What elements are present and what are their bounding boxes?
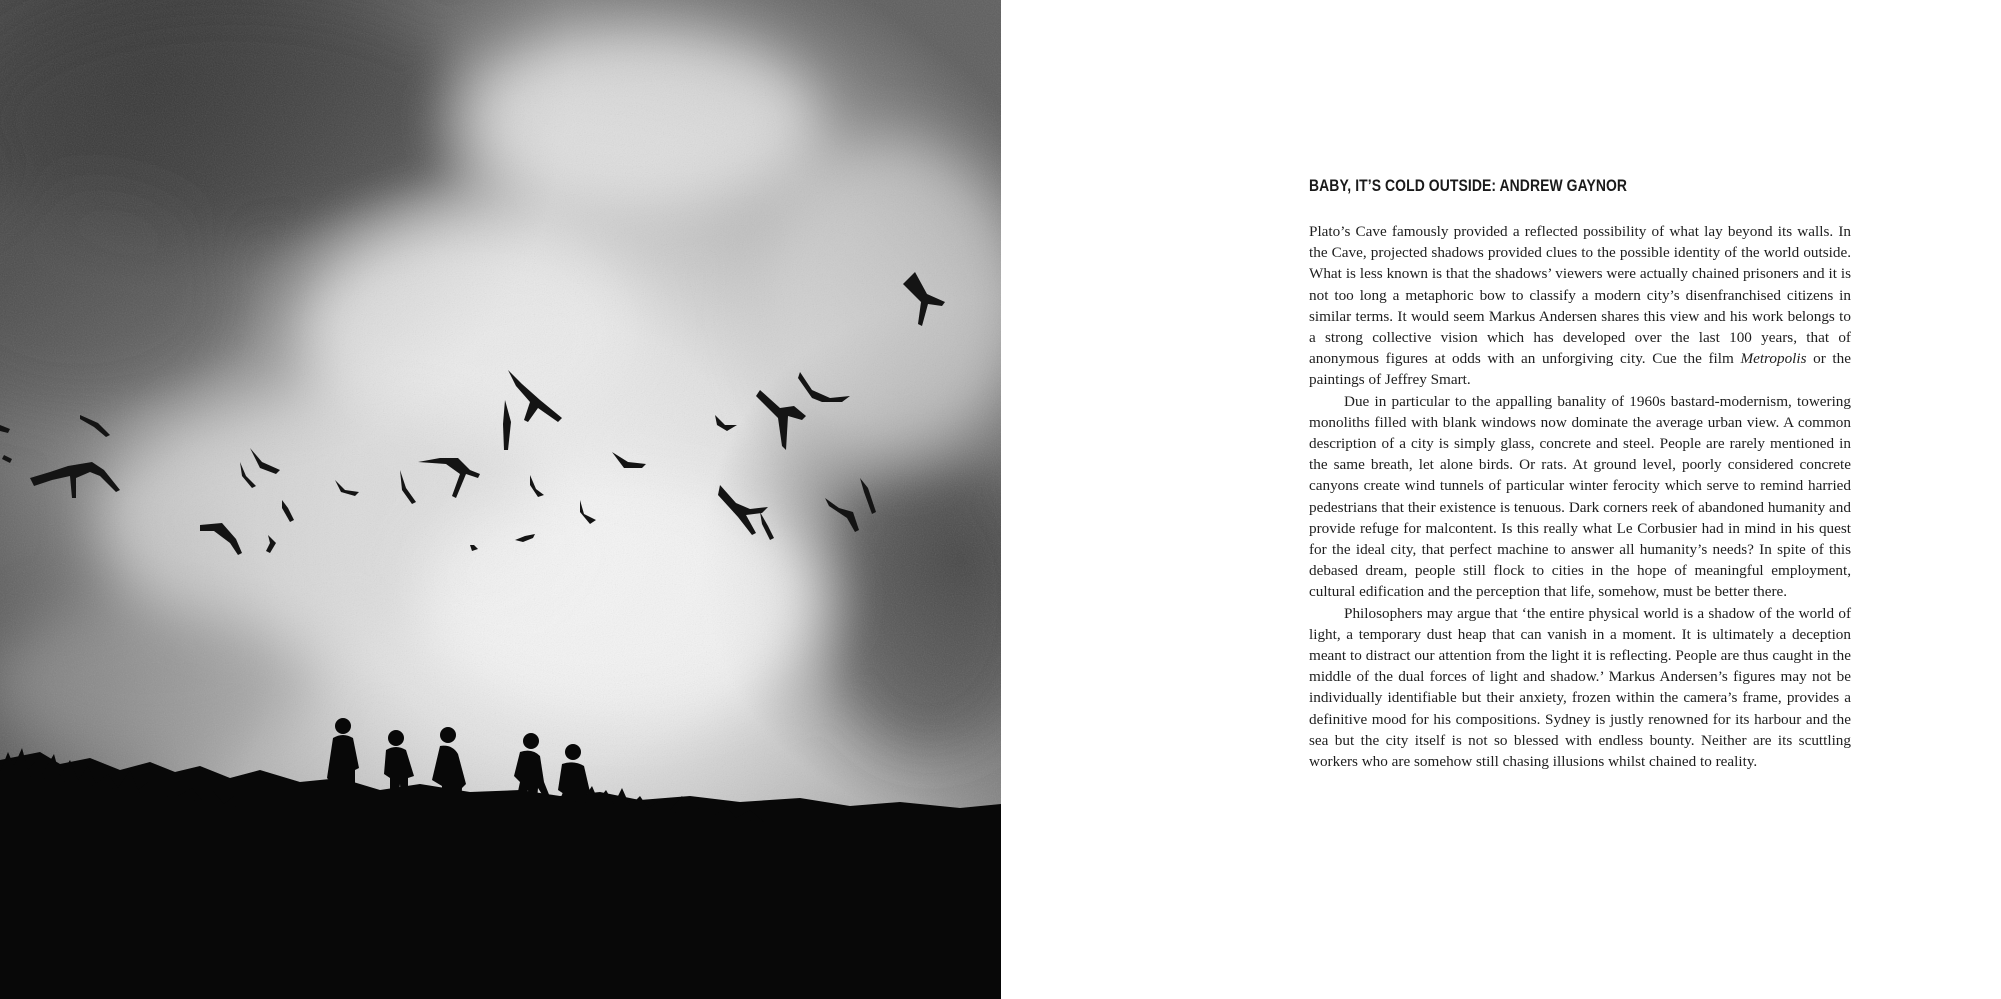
essay-paragraph-1 xyxy=(1309,221,1851,391)
essay-paragraph-3: Philosophers may argue that ‘the entire physical world is a shadow of the world of light, a temporary dust heap that can vanish in a moment. It is ultimately a deception meant to distract our attention from the light it is reflecting. People are thus caught in the middle of the dual forces of light and shadow.’ Markus Andersen’s figures may not be individually identifiable but their anxiety, frozen within the camera’s frame, provides a definitive mood for his compositions. Sydney is justly renowned for its harbour and the sea but the city itself is not so blessed with endless bounty. Neither are its scuttling workers who are somehow still chasing illusions whilst chained to reality. xyxy=(1309,604,1851,771)
essay-paragraph-2: Due in particular to the appalling banality of 1960s bastard-modernism, towering monoliths filled with blank windows now dominate the average urban view. A common description of a city is simply glass, concrete and steel. People are rarely mentioned in the same breath, let alone birds. Or rats. At ground level, poorly considered concrete canyons create wind tunnels of particular winter ferocity which serve to remind harried pedestrians that their existence is tenuous. Dark corners reek of abandoned humanity and provide refuge for malcontent. Is this really what Le Corbusier had in mind in his quest for the ideal city, that perfect machine to answer all humanity’s needs? In spite of this debased dream, people still flock to cities in the hope of meaningful employment, cultural edification and the perception that life, somehow, must be better there. xyxy=(1309,392,1851,601)
paragraph-text: Plato’s Cave famously provided a reflected possibility of what lay beyond its walls. In the Cave, projected shadows provided clues to the possible identity of the world outside. What is less known is that the shadows’ viewers were actually chained prisoners and it is not too long a metaphoric bow to classify a modern city’s disenfranchised citizens in similar terms. It would seem Markus Andersen shares this view and his work belongs to a strong collective vision which has developed over the last 100 years, that of anonymous figures at odds with an unforgiving city. Cue the film xyxy=(1309,223,1851,368)
film-title: Metropolis xyxy=(1740,350,1807,368)
text-page xyxy=(1001,0,2001,999)
essay-title: BABY, IT’S COLD OUTSIDE: ANDREW GAYNOR xyxy=(1309,176,1628,195)
essay xyxy=(1309,176,1851,772)
paragraph-text: or the paintings of Jeffrey Smart. xyxy=(1309,350,1851,389)
